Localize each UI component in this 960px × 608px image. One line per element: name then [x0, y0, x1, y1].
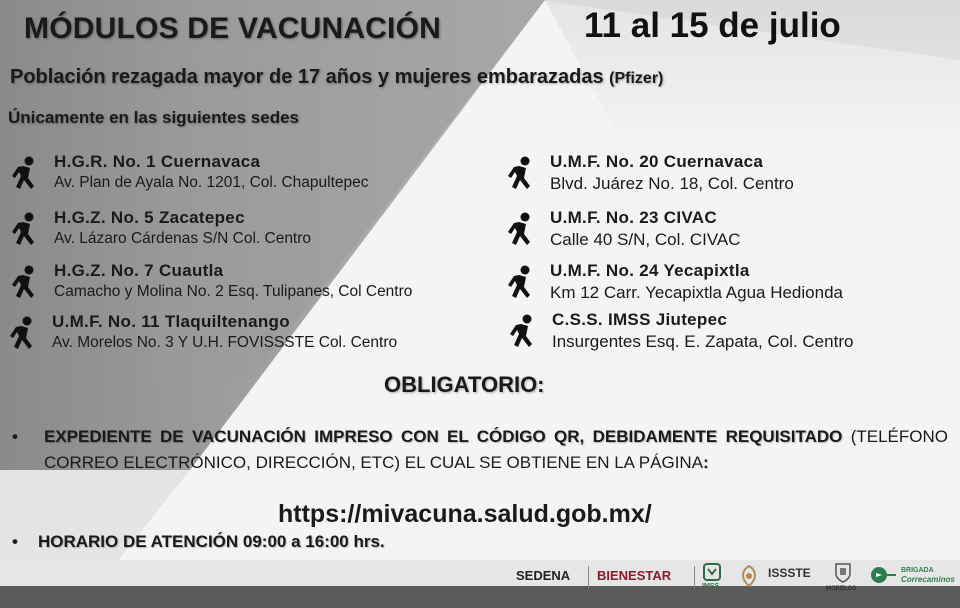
site-address: Av. Lázaro Cárdenas S/N Col. Centro	[54, 230, 312, 247]
registration-url: https://mivacuna.salud.gob.mx/	[278, 500, 652, 528]
issste-emblem-icon	[736, 564, 762, 588]
logo-sedena: SEDENA	[516, 568, 571, 583]
requirement-hours	[12, 532, 385, 552]
logo-divider	[588, 566, 589, 588]
walking-person-icon	[6, 156, 42, 194]
opening-hours: HORARIO DE ATENCIÓN 09:00 a 16:00 hrs.	[37, 532, 385, 551]
institution-logos	[508, 556, 960, 596]
site-address: Camacho y Molina No. 2 Esq. Tulipanes, Col Centro	[54, 283, 413, 300]
site-address: Km 12 Carr. Yecapixtla Agua Hedionda	[550, 283, 843, 302]
date-range: 11 al 15 de julio	[584, 6, 841, 45]
subtitle-text: Población rezagada mayor de 17 años y mujeres embarazadas	[10, 66, 604, 88]
morelos-shield-icon	[834, 562, 852, 584]
site-name: U.M.F. No. 24 Yecapixtla	[550, 261, 750, 280]
walking-person-icon	[502, 212, 538, 250]
walking-person-icon	[4, 316, 40, 354]
logo-correcaminos: Correcaminos	[901, 575, 955, 584]
logo-issste: ISSSTE	[768, 566, 811, 580]
logo-imss: IMSS	[702, 583, 720, 590]
site-name: C.S.S. IMSS Jiutepec	[552, 310, 728, 329]
page-title: MÓDULOS DE VACUNACIÓN	[24, 12, 441, 45]
sites-heading: Únicamente en las siguientes sedes	[8, 108, 300, 127]
site-name: U.M.F. No. 23 CIVAC	[550, 208, 717, 227]
walking-person-icon	[6, 265, 42, 303]
site-address: Blvd. Juárez No. 18, Col. Centro	[550, 174, 794, 193]
walking-person-icon	[504, 314, 540, 352]
walking-person-icon	[502, 156, 538, 194]
bullet-marker: •	[12, 532, 18, 551]
site-address: Insurgentes Esq. E. Zapata, Col. Centro	[552, 332, 854, 351]
site-address: Av. Plan de Ayala No. 1201, Col. Chapultepec	[54, 174, 369, 191]
logo-brigada: BRIGADA	[901, 567, 934, 574]
requirement-record-details: (TELÉFONO CORREO ELECTRÓNICO, DIRECCIÓN, ETC) EL CUAL SE OBTIENE EN LA PÁGINA	[44, 427, 948, 472]
requirements-heading: OBLIGATORIO:	[384, 372, 545, 397]
brigada-roadrunner-icon	[870, 566, 898, 584]
logo-bienestar: BIENESTAR	[597, 568, 672, 583]
logo-divider	[694, 566, 695, 588]
site-name: U.M.F. No. 20 Cuernavaca	[550, 152, 764, 171]
logo-morelos: MORELOS	[826, 586, 857, 592]
site-name: H.G.R. No. 1 Cuernavaca	[54, 152, 261, 171]
site-address: Av. Morelos No. 3 Y U.H. FOVISSSTE Col. Centro	[52, 334, 398, 351]
requirement-record	[12, 424, 948, 475]
walking-person-icon	[6, 212, 42, 250]
site-name: H.G.Z. No. 7 Cuautla	[54, 261, 224, 280]
site-name: U.M.F. No. 11 Tlaquiltenango	[52, 312, 290, 331]
imss-eagle-icon	[702, 562, 722, 582]
walking-person-icon	[502, 265, 538, 303]
site-address: Calle 40 S/N, Col. CIVAC	[550, 230, 741, 249]
target-population	[10, 66, 663, 89]
requirement-record-bold: EXPEDIENTE DE VACUNACIÓN IMPRESO CON EL CÓDIGO QR, DEBIDAMENTE REQUISITADO	[44, 427, 843, 446]
bullet-marker: •	[12, 427, 18, 446]
requirement-record-colon: :	[703, 452, 709, 472]
vaccine-brand: (Pfizer)	[609, 70, 664, 87]
site-name: H.G.Z. No. 5 Zacatepec	[54, 208, 245, 227]
